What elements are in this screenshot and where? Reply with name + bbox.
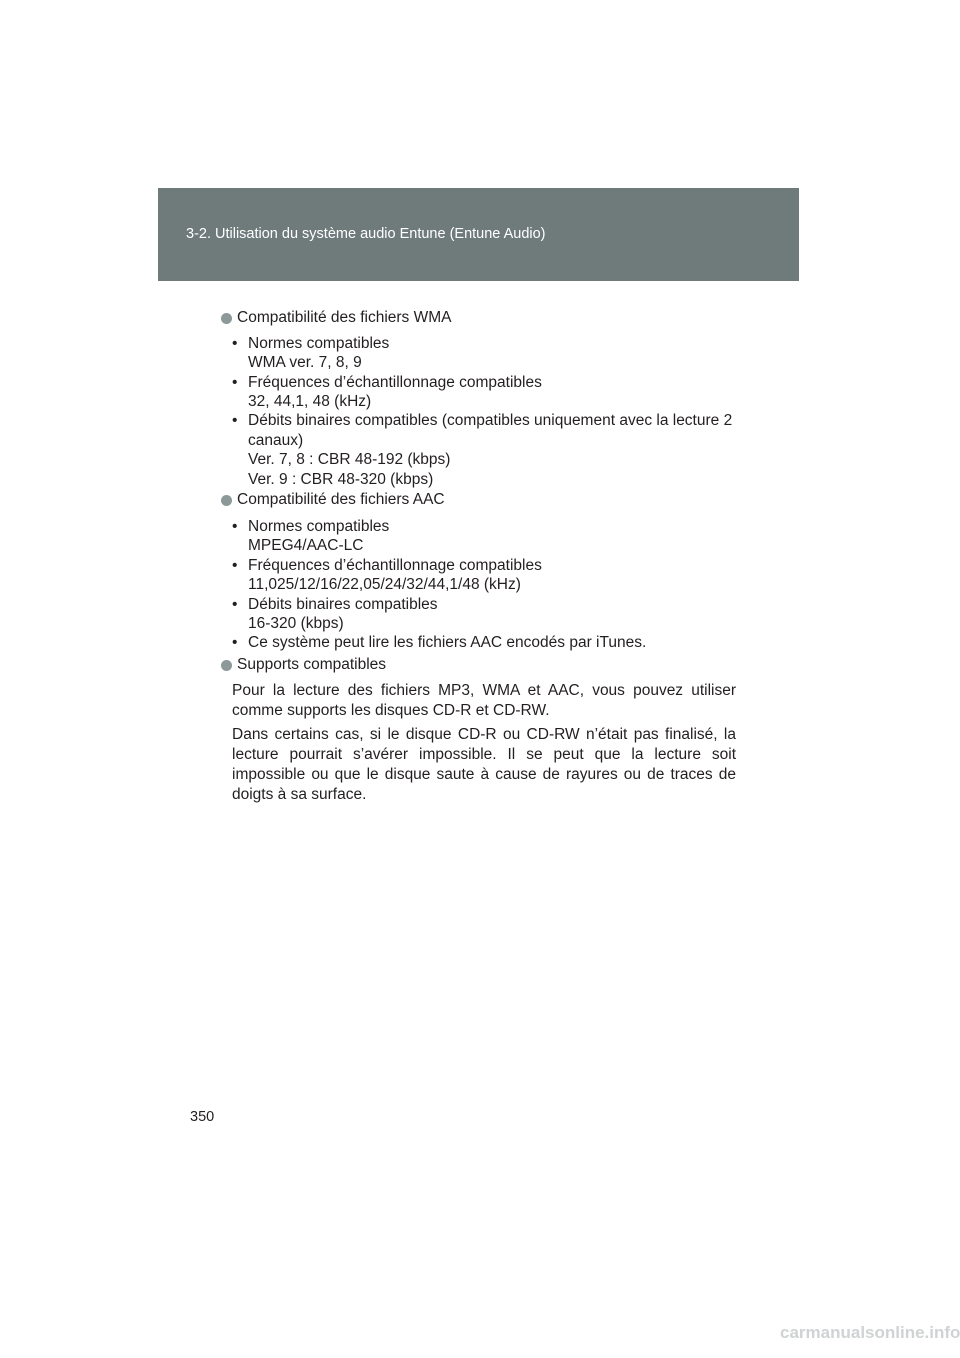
paragraph: Dans certains cas, si le disque CD-R ou CD-RW n’était pas finalisé, la lecture pourrait s’avérer impossible. Il se peut que la lecture soit impossible ou que le disque saute à cause de rayures ou de traces de doigts à sa surface. bbox=[232, 726, 736, 803]
list-item-label: Normes compatibles bbox=[248, 335, 390, 352]
list-bullet-icon: • bbox=[232, 596, 238, 613]
list-bullet-icon: • bbox=[232, 374, 238, 391]
list-bullet-icon: • bbox=[232, 557, 238, 574]
list-item-value: Ver. 7, 8 : CBR 48-192 (kbps) bbox=[248, 451, 451, 468]
list-bullet-icon: • bbox=[232, 412, 238, 429]
watermark: carmanualsonline.info bbox=[780, 1323, 960, 1342]
list-item-value: 16-320 (kbps) bbox=[248, 615, 344, 632]
section-bullet-icon bbox=[221, 660, 232, 671]
list-item-label: Débits binaires compatibles bbox=[248, 596, 438, 613]
list-bullet-icon: • bbox=[232, 335, 238, 352]
list-item-label: Ce système peut lire les fichiers AAC encodés par iTunes. bbox=[248, 634, 647, 651]
list-item-label: Fréquences d’échantillonnage compatibles bbox=[248, 374, 542, 391]
section-bullet-icon bbox=[221, 495, 232, 506]
list-item-label: Normes compatibles bbox=[248, 518, 390, 535]
paragraph: Pour la lecture des fichiers MP3, WMA et AAC, vous pouvez utiliser comme supports les disques CD-R et CD-RW. bbox=[232, 682, 736, 719]
list-item-value: MPEG4/AAC-LC bbox=[248, 537, 364, 554]
list-item-label: Fréquences d’échantillonnage compatibles bbox=[248, 557, 542, 574]
section-heading-aac: Compatibilité des fichiers AAC bbox=[237, 491, 445, 508]
list-bullet-icon: • bbox=[232, 634, 238, 651]
list-item-label: Débits binaires compatibles (compatibles uniquement avec la lecture 2 bbox=[248, 412, 733, 429]
section-title: 3-2. Utilisation du système audio Entune (Entune Audio) bbox=[186, 226, 546, 242]
page-number: 350 bbox=[190, 1109, 215, 1125]
list-item-value: WMA ver. 7, 8, 9 bbox=[248, 354, 362, 371]
section-heading-supports: Supports compatibles bbox=[237, 656, 387, 673]
section-heading-wma: Compatibilité des fichiers WMA bbox=[237, 309, 452, 326]
list-item-value: 32, 44,1, 48 (kHz) bbox=[248, 393, 372, 410]
list-item-value: Ver. 9 : CBR 48-320 (kbps) bbox=[248, 471, 434, 488]
section-bullet-icon bbox=[221, 313, 232, 324]
section-header bbox=[158, 188, 799, 281]
list-bullet-icon: • bbox=[232, 518, 238, 535]
list-item-value: 11,025/12/16/22,05/24/32/44,1/48 (kHz) bbox=[248, 576, 521, 593]
list-item-value: canaux) bbox=[248, 432, 304, 449]
